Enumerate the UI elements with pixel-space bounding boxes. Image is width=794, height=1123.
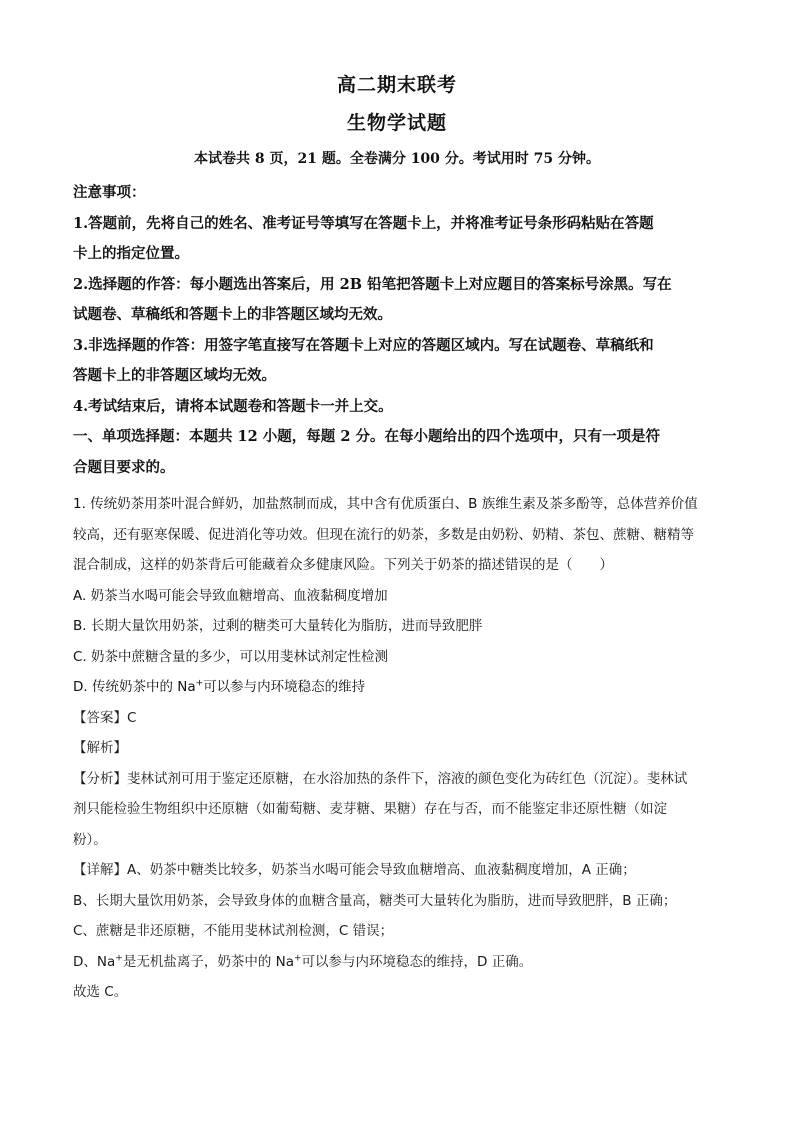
note-item-3-line-2: 答题卡上的非答题区域均无效。 bbox=[73, 367, 276, 384]
note-item-2-line-2: 试题卷、草稿纸和答题卡上的非答题区域均无效。 bbox=[73, 306, 392, 323]
note-item-4: 4.考试结束后，请将本试题卷和答题卡一并上交。 bbox=[73, 397, 393, 415]
analysis-line-1: 【分析】斐林试剂可用于鉴定还原糖，在水浴加热的条件下，溶液的颜色变化为砖红色（沉淀）。斐林试 bbox=[73, 770, 688, 787]
note-item-1-line-1: 1.答题前，先将自己的姓名、准考证号等填写在答题卡上，并将准考证号条形码粘贴在答题 bbox=[73, 214, 654, 232]
option-d-text-post: 可以参与内环境稳态的维持 bbox=[203, 679, 366, 695]
option-d-text-pre: D. 传统奶茶中的 Na bbox=[73, 679, 196, 695]
question-1 bbox=[73, 489, 723, 1008]
option-d-superscript: + bbox=[195, 678, 204, 689]
detail-d-text-pre: D、Na bbox=[73, 953, 116, 970]
notes-block bbox=[73, 178, 723, 483]
option-b: B. 长期大量饮用奶茶，过剩的糖类可大量转化为脂肪，进而导致肥胖 bbox=[73, 618, 483, 634]
detail-c: C、蔗糖是非还原糖，不能用斐林试剂检测，C 错误； bbox=[73, 923, 394, 939]
question-stem-line-2: 较高，还有驱寒保暖、促进消化等功效。但现在流行的奶茶，多数是由奶粉、奶精、茶包、蔗糖、糖精等 bbox=[73, 526, 694, 543]
notes-heading: 注意事项： bbox=[73, 184, 146, 201]
option-c: C. 奶茶中蔗糖含量的多少，可以用斐林试剂定性检测 bbox=[73, 648, 389, 665]
analysis-line-3: 粉）。 bbox=[73, 831, 107, 848]
section-heading-line-2: 合题目要求的。 bbox=[73, 458, 175, 476]
note-item-3-line-1: 3.非选择题的作答：用签字笔直接写在答题卡上对应的答题区域内。写在试题卷、草稿纸和 bbox=[73, 336, 654, 354]
note-item-2-line-1: 2.选择题的作答：每小题选出答案后，用 2B 铅笔把答题卡上对应题目的答案标号涂黑。写在 bbox=[73, 275, 672, 293]
note-item-1-line-2: 卡上的指定位置。 bbox=[73, 245, 189, 262]
exam-info: 本试卷共 8 页，21 题。全卷满分 100 分。考试用时 75 分钟。 bbox=[193, 151, 601, 167]
detail-d-superscript-1: + bbox=[115, 953, 123, 963]
section-heading-line-1: 一、单项选择题：本题共 12 小题，每题 2 分。在每小题给出的四个选项中，只有一项是符 bbox=[73, 428, 660, 445]
detail-d bbox=[73, 947, 723, 978]
answer-label: 【答案】C bbox=[73, 709, 137, 726]
detail-d-superscript-2: + bbox=[294, 953, 302, 963]
detail-d-text-mid: 是无机盐离子，奶茶中的 Na bbox=[122, 953, 294, 970]
detail-d-text-post: 可以参与内环境稳态的维持，D 正确。 bbox=[301, 953, 533, 970]
detail-b: B、长期大量饮用奶茶，会导致身体的血糖含量高，糖类可大量转化为脂肪，进而导致肥胖，B 正确； bbox=[73, 892, 677, 909]
question-stem-line-1: 1. 传统奶茶用茶叶混合鲜奶，加盐熬制而成，其中含有优质蛋白、B 族维生素及茶多酚等，总体营养价值 bbox=[73, 496, 698, 512]
analysis-label: 【解析】 bbox=[73, 740, 127, 756]
question-stem-line-3: 混合制成，这样的奶茶背后可能藏着众多健康风险。下列关于奶茶的描述错误的是（ ） bbox=[73, 557, 613, 573]
analysis-line-2: 剂只能检验生物组织中还原糖（如葡萄糖、麦芽糖、果糖）存在与否，而不能鉴定非还原性糖（如淀 bbox=[73, 801, 667, 817]
exam-title: 高二期末联考 bbox=[336, 74, 457, 96]
conclusion: 故选 C。 bbox=[73, 984, 128, 1000]
option-d bbox=[73, 672, 723, 703]
detail-a: 【详解】A、奶茶中糖类比较多，奶茶当水喝可能会导致血糖增高、血液黏稠度增加，A 正确； bbox=[73, 862, 636, 878]
subject-title: 生物学试题 bbox=[346, 112, 447, 134]
option-a: A. 奶茶当水喝可能会导致血糖增高、血液黏稠度增加 bbox=[73, 587, 388, 604]
